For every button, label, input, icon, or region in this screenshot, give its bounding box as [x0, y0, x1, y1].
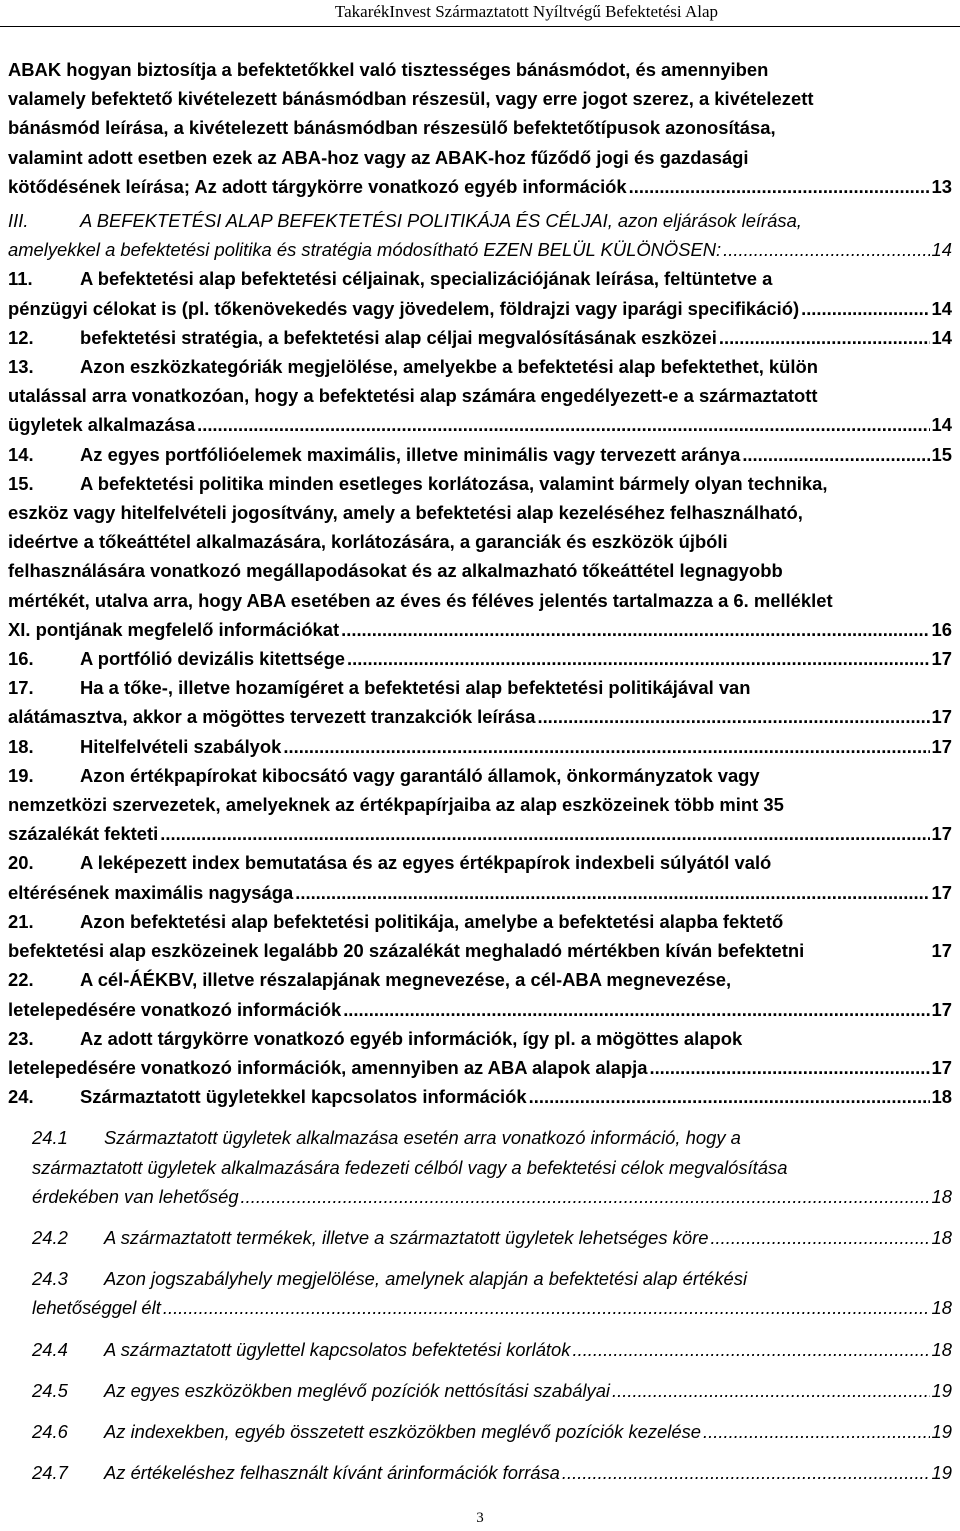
toc-entry-text: Azon befektetési alap befektetési politikája, amelybe a befektetési alapba fektető	[80, 910, 784, 932]
running-header: TakarékInvest Származtatott Nyíltvégű Befektetési Alap	[334, 2, 718, 21]
toc-entry-line	[8, 586, 952, 615]
header-rule	[0, 26, 960, 27]
toc-entry-text: Ha a tőke-, illetve hozamígéret a befektetési alap befektetési politikájával van	[80, 677, 751, 699]
toc-entry[interactable]	[8, 1376, 952, 1405]
toc-entry-text: letelepedésére vonatkozó információk, amennyiben az ABA alapok alapja	[8, 1056, 648, 1078]
entry-gap	[8, 1211, 952, 1223]
toc-entry-text: pénzügyi célokat is (pl. tőkenövekedés vagy jövedelem, földrajzi vagy iparági specifikáció)	[8, 297, 800, 319]
toc-entry-line	[32, 1264, 952, 1293]
toc-entry-number: 23.	[8, 1027, 34, 1049]
toc-entry-text: Hitelfelvételi szabályok	[80, 735, 282, 757]
toc-page-number: 19	[931, 1379, 952, 1401]
toc-entry-number: 14.	[8, 443, 34, 465]
toc-page-number: 18	[931, 1086, 952, 1108]
toc-entry[interactable]	[8, 1335, 952, 1364]
toc-page-number: 17	[931, 881, 952, 903]
toc-entry-text: alátámasztva, akkor a mögöttes tervezett tranzakciók leírása	[8, 706, 536, 728]
toc-page-number: 14	[931, 326, 952, 348]
dot-leader	[343, 995, 929, 1024]
toc-entry-line	[32, 1123, 952, 1152]
dot-leader	[719, 323, 930, 352]
toc-entry-line	[8, 469, 952, 498]
toc-entry[interactable]	[8, 1223, 952, 1252]
toc-entry-line	[8, 790, 952, 819]
toc-entry-line	[32, 1335, 952, 1364]
toc-entry[interactable]	[8, 965, 952, 1023]
toc-entry-line	[8, 235, 952, 264]
entry-gap	[8, 1405, 952, 1417]
toc-entry-text: mértékét, utalva arra, hogy ABA esetében az éves és féléves jelentés tartalmazza a 6. melléklet	[8, 589, 833, 611]
toc-entry-number: 24.7	[32, 1462, 68, 1484]
toc-entry-line	[8, 498, 952, 527]
toc-entry-text: érdekében van lehetőség	[32, 1185, 239, 1207]
toc-entry-line	[8, 323, 952, 352]
toc-entry-line	[8, 113, 952, 142]
toc-entry[interactable]	[8, 1024, 952, 1082]
toc-entry-number: 17.	[8, 677, 34, 699]
toc-page-number: 17	[931, 706, 952, 728]
toc-entry-number: 11.	[8, 268, 33, 290]
toc-page-number: 18	[931, 1226, 952, 1248]
toc-entry-number: 24.5	[32, 1379, 68, 1401]
toc-entry-text: Az értékeléshez felhasznált kívánt árinformációk forrása	[104, 1462, 560, 1484]
toc-entry-text: A cél-ÁÉKBV, illetve részalapjának megnevezése, a cél-ABA megnevezése,	[80, 969, 732, 991]
toc-entry-text: valamint adott esetben ezek az ABA-hoz vagy az ABAK-hoz fűződő jogi és gazdasági	[8, 146, 749, 168]
toc-entry-number: 15.	[8, 472, 34, 494]
toc-page-number: 18	[931, 1185, 952, 1207]
toc-entry-line	[8, 143, 952, 172]
toc-entry-text: amelyekkel a befektetési politika és stratégia módosítható EZEN BELÜL KÜLÖNÖSEN:	[8, 239, 722, 261]
toc-entry[interactable]	[8, 469, 952, 644]
toc-entry-text: eltérésének maximális nagysága	[8, 881, 294, 903]
toc-entry-number: 24.4	[32, 1338, 68, 1360]
toc-entry-line	[32, 1376, 952, 1405]
toc-entry-text: A befektetési alap befektetési céljainak, specializációjának leírása, feltüntetve a	[80, 268, 773, 290]
entry-gap	[8, 1111, 952, 1123]
toc-entry-line	[8, 1082, 952, 1111]
toc-entry-text: Az adott tárgykörre vonatkozó egyéb információk, így pl. a mögöttes alapok	[80, 1027, 743, 1049]
dot-leader	[529, 1082, 930, 1111]
toc-entry-line	[32, 1458, 952, 1487]
toc-entry-text: A BEFEKTETÉSI ALAP BEFEKTETÉSI POLITIKÁJA ÉS CÉLJAI, azon eljárások leírása,	[80, 210, 802, 232]
toc-entry[interactable]	[8, 1082, 952, 1111]
dot-leader	[295, 878, 929, 907]
toc-entry[interactable]	[8, 848, 952, 906]
toc-entry-text: felhasználására vonatkozó megállapodásokat és az alkalmazható tőkeáttétel legnagyobb	[8, 560, 783, 582]
toc-entry-line	[8, 206, 952, 235]
toc-entry[interactable]	[8, 206, 952, 264]
toc-page-number: 17	[931, 735, 952, 757]
toc-entry-number: 12.	[8, 326, 34, 348]
toc-entry-line	[32, 1293, 952, 1322]
dot-leader	[341, 615, 929, 644]
toc-entry-line	[8, 615, 952, 644]
toc-entry[interactable]	[8, 323, 952, 352]
toc-entry-line	[8, 732, 952, 761]
dot-leader	[572, 1335, 929, 1364]
dot-leader	[347, 644, 930, 673]
dot-leader	[649, 1053, 929, 1082]
toc-entry-number: 16.	[8, 648, 34, 670]
dot-leader	[241, 1182, 930, 1211]
toc-entry-text: ideértve a tőkeáttétel alkalmazására, korlátozására, a garanciák és eszközök újbóli	[8, 531, 728, 553]
toc-entry-line	[8, 644, 952, 673]
toc-entry-text: A származtatott termékek, illetve a származtatott ügyletek lehetséges köre	[104, 1226, 709, 1248]
toc-entry-text: Származtatott ügyletek alkalmazása esetén arra vonatkozó információ, hogy a	[104, 1127, 741, 1149]
dot-leader	[629, 172, 930, 201]
toc-entry[interactable]	[8, 761, 952, 849]
toc-entry-number: III.	[8, 210, 29, 232]
toc-page-number: 17	[931, 823, 952, 845]
toc-entry-text: Azon eszközkategóriák megjelölése, amelyekbe a befektetési alap befektethet, külön	[80, 356, 818, 378]
toc-entry-text: Az egyes eszközökben meglévő pozíciók nettósítási szabályai	[104, 1379, 611, 1401]
entry-gap	[8, 1252, 952, 1264]
toc-entry-line	[32, 1417, 952, 1446]
toc-entry-number: 24.3	[32, 1268, 68, 1290]
toc-entry-line	[8, 527, 952, 556]
toc-entry-line	[8, 907, 952, 936]
toc-entry-number: 22.	[8, 969, 34, 991]
toc-entry[interactable]	[8, 732, 952, 761]
toc-entry[interactable]	[8, 1417, 952, 1446]
dot-leader	[710, 1223, 929, 1252]
toc-page-number: 13	[931, 175, 952, 197]
toc-entry-line	[8, 761, 952, 790]
toc-entry-text: kötődésének leírása; Az adott tárgykörre vonatkozó egyéb információk	[8, 175, 627, 197]
toc-entry-number: 24.2	[32, 1226, 68, 1248]
toc-entry-text: százalékát fekteti	[8, 823, 159, 845]
toc-entry-text: valamely befektető kivételezett bánásmódban részesül, vagy erre jogot szerez, a kivételezett	[8, 88, 814, 110]
toc-entry-line	[8, 381, 952, 410]
dot-leader	[562, 1458, 930, 1487]
toc-entry-text: Az egyes portfólióelemek maximális, illetve minimális vagy tervezett aránya	[80, 443, 741, 465]
dot-leader	[163, 1293, 930, 1322]
toc-entry-text: nemzetközi szervezetek, amelyeknek az értékpapírjaiba az alap eszközeinek több mint 35	[8, 794, 784, 816]
toc-entry[interactable]	[8, 644, 952, 673]
dot-leader	[723, 235, 929, 264]
dot-leader	[283, 732, 929, 761]
toc-entry-line	[8, 1053, 952, 1082]
toc-entry-text: ügyletek alkalmazása	[8, 414, 196, 436]
toc-entry-text: ABAK hogyan biztosítja a befektetőkkel való tisztességes bánásmódot, és amennyiben	[8, 59, 769, 80]
toc-page-number: 16	[931, 618, 952, 640]
toc-entry-text: befektetési alap eszközeinek legalább 20 százalékát meghaladó mértékben kíván befektetni	[8, 940, 805, 962]
toc-entry-line	[8, 878, 952, 907]
entry-gap	[8, 1446, 952, 1458]
dot-leader	[703, 1417, 930, 1446]
toc-entry-text: Származtatott ügyletekkel kapcsolatos információk	[80, 1086, 527, 1108]
toc-entry[interactable]	[8, 673, 952, 731]
toc-entry-line	[8, 936, 952, 965]
dot-leader	[197, 410, 929, 439]
toc-entry-line	[32, 1223, 952, 1252]
toc-entry-line	[32, 1153, 952, 1182]
toc-entry-line	[8, 1024, 952, 1053]
toc-entry-number: 24.	[8, 1086, 34, 1108]
toc-entry[interactable]	[8, 1264, 952, 1322]
table-of-contents	[8, 55, 952, 1487]
toc-entry-number: 24.1	[32, 1127, 68, 1149]
dot-leader	[742, 440, 929, 469]
toc-entry-line	[8, 264, 952, 293]
toc-page-number: 18	[931, 1297, 952, 1319]
toc-entry-text: letelepedésére vonatkozó információk	[8, 998, 342, 1020]
toc-entry-line	[8, 673, 952, 702]
toc-entry-text: bánásmód leírása, a kivételezett bánásmódban részesülő befektetőtípusok azonosítása,	[8, 117, 776, 139]
toc-page-number: 17	[931, 940, 952, 962]
toc-entry[interactable]	[8, 264, 952, 322]
toc-page-number: 17	[931, 998, 952, 1020]
toc-entry-line	[8, 55, 952, 84]
toc-page-number: 15	[931, 443, 952, 465]
toc-entry-text: A portfólió devizális kitettsége	[80, 648, 346, 670]
dot-leader	[612, 1376, 930, 1405]
toc-entry[interactable]	[8, 1123, 952, 1211]
toc-page-number: 14	[931, 297, 952, 319]
toc-entry[interactable]	[8, 55, 952, 201]
toc-entry-number: 18.	[8, 735, 34, 757]
entry-gap	[8, 1364, 952, 1376]
toc-entry-line	[8, 410, 952, 439]
toc-entry-line	[32, 1182, 952, 1211]
toc-entry[interactable]	[8, 1458, 952, 1487]
toc-entry-text: A származtatott ügylettel kapcsolatos befektetési korlátok	[104, 1338, 571, 1360]
toc-entry-line	[8, 848, 952, 877]
toc-entry-line	[8, 440, 952, 469]
toc-entry-line	[8, 84, 952, 113]
toc-entry-text: utalással arra vonatkozóan, hogy a befektetési alap számára engedélyezett-e a származtatott	[8, 385, 818, 407]
toc-entry-line	[8, 294, 952, 323]
toc-entry-number: 13.	[8, 356, 34, 378]
toc-entry-text: Az indexekben, egyéb összetett eszközökben meglévő pozíciók kezelése	[104, 1420, 702, 1442]
toc-entry-line	[8, 965, 952, 994]
toc-page-number: 17	[931, 648, 952, 670]
dot-leader	[160, 819, 929, 848]
toc-page-number: 19	[931, 1420, 952, 1442]
toc-entry-text: eszköz vagy hitelfelvételi jogosítvány, amely a befektetési alap kezeléséhez felhasználható,	[8, 502, 803, 524]
toc-page-number: 14	[931, 414, 952, 436]
toc-entry-line	[8, 172, 952, 201]
dot-leader	[537, 702, 929, 731]
toc-entry-text: lehetőséggel élt	[32, 1297, 161, 1319]
toc-entry-text: A befektetési politika minden esetleges korlátozása, valamint bármely olyan technika,	[80, 472, 828, 494]
toc-entry-text: A leképezett index bemutatása és az egyes értékpapírok indexbeli súlyától való	[80, 852, 772, 874]
toc-entry-text: Azon értékpapírokat kibocsátó vagy garantáló államok, önkormányzatok vagy	[80, 764, 760, 786]
toc-entry-text: Azon jogszabályhely megjelölése, amelynek alapján a befektetési alap értékési	[104, 1268, 748, 1290]
toc-entry[interactable]	[8, 352, 952, 440]
toc-entry-number: 21.	[8, 910, 34, 932]
toc-entry-line	[8, 702, 952, 731]
toc-entry-text: származtatott ügyletek alkalmazására fedezeti célból vagy a befektetési célok megvalósítása	[32, 1156, 788, 1178]
toc-page-number: 14	[931, 239, 952, 261]
toc-entry-text: befektetési stratégia, a befektetési alap céljai megvalósításának eszközei	[80, 326, 717, 348]
toc-entry[interactable]	[8, 907, 952, 965]
toc-entry-number: 19.	[8, 764, 34, 786]
toc-entry-number: 20.	[8, 852, 34, 874]
toc-page-number: 18	[931, 1338, 952, 1360]
toc-entry-line	[8, 556, 952, 585]
dot-leader	[801, 294, 929, 323]
toc-page-number: 17	[931, 1056, 952, 1078]
toc-entry-text: XI. pontjának megfelelő információkat	[8, 618, 340, 640]
page-number: 3	[476, 1510, 484, 1526]
toc-page-number: 19	[931, 1462, 952, 1484]
toc-entry-line	[8, 995, 952, 1024]
toc-entry-number: 24.6	[32, 1420, 68, 1442]
toc-entry-line	[8, 819, 952, 848]
toc-entry-line	[8, 352, 952, 381]
toc-entry[interactable]	[8, 440, 952, 469]
entry-gap	[8, 1323, 952, 1335]
